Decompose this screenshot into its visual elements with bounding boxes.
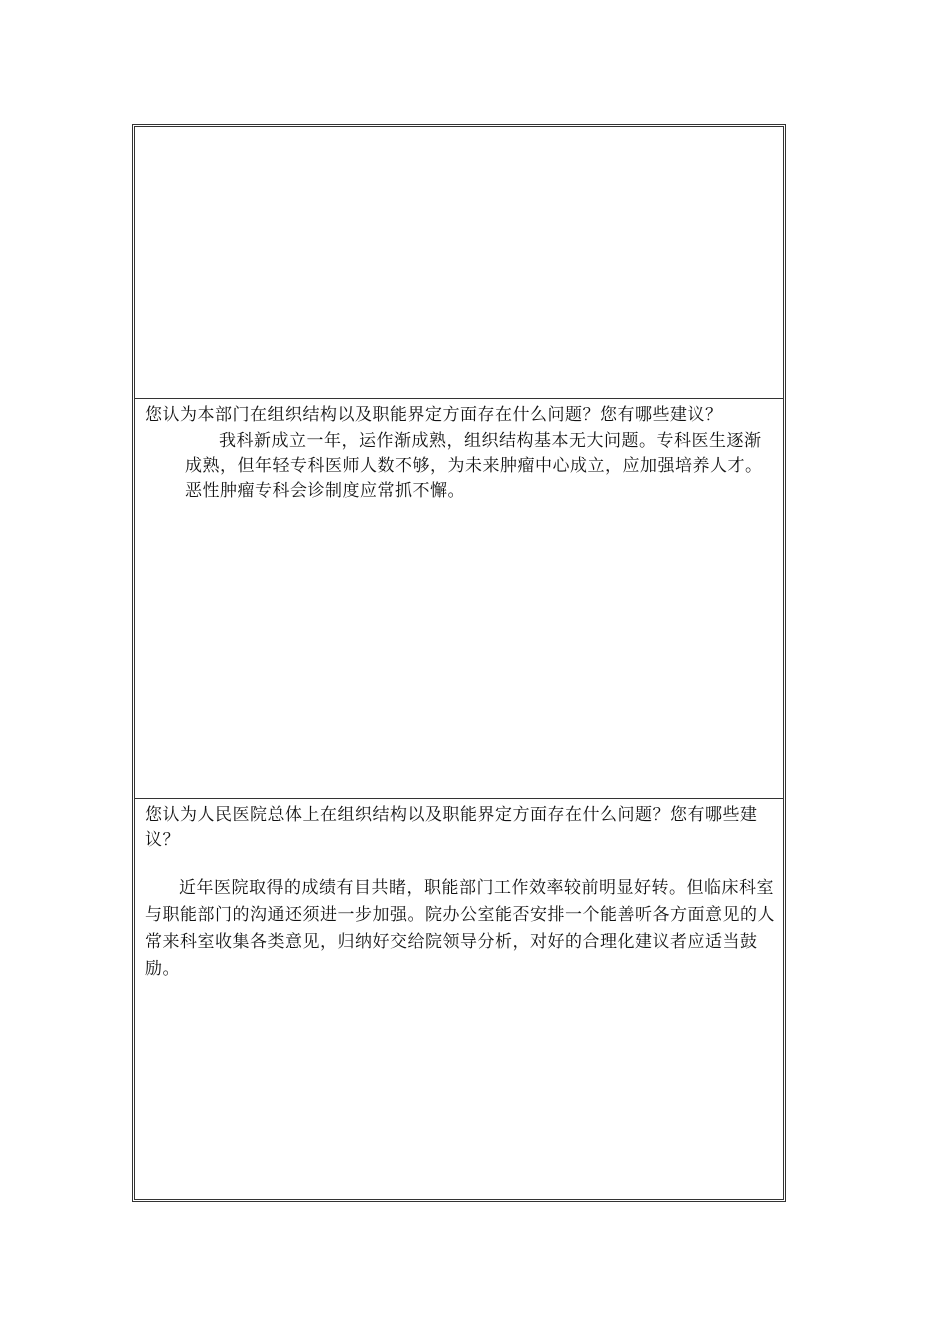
department-question: 您认为本部门在组织结构以及职能界定方面存在什么问题？您有哪些建议？ xyxy=(145,405,723,425)
department-answer: 我科新成立一年，运作渐成熟，组织结构基本无大问题。专科医生逐渐成熟，但年轻专科医师人数不够，为未来肿瘤中心成立，应加强培养人才。恶性肿瘤专科会诊制度应常抓不懈。 xyxy=(185,431,763,501)
table-row-department xyxy=(135,399,783,799)
hospital-answer: 近年医院取得的成绩有目共睹，职能部门工作效率较前明显好转。但临床科室与职能部门的沟通还须进一步加强。院办公室能否安排一个能善听各方面意见的人常来科室收集各类意见，归纳好交给院领导分析，对好的合理化建议者应适当鼓励。 xyxy=(145,878,775,979)
survey-table xyxy=(132,124,786,1202)
table-row-empty xyxy=(135,127,783,399)
table-row-hospital xyxy=(135,799,783,1199)
hospital-question: 您认为人民医院总体上在组织结构以及职能界定方面存在什么问题？您有哪些建议？ xyxy=(145,805,758,850)
